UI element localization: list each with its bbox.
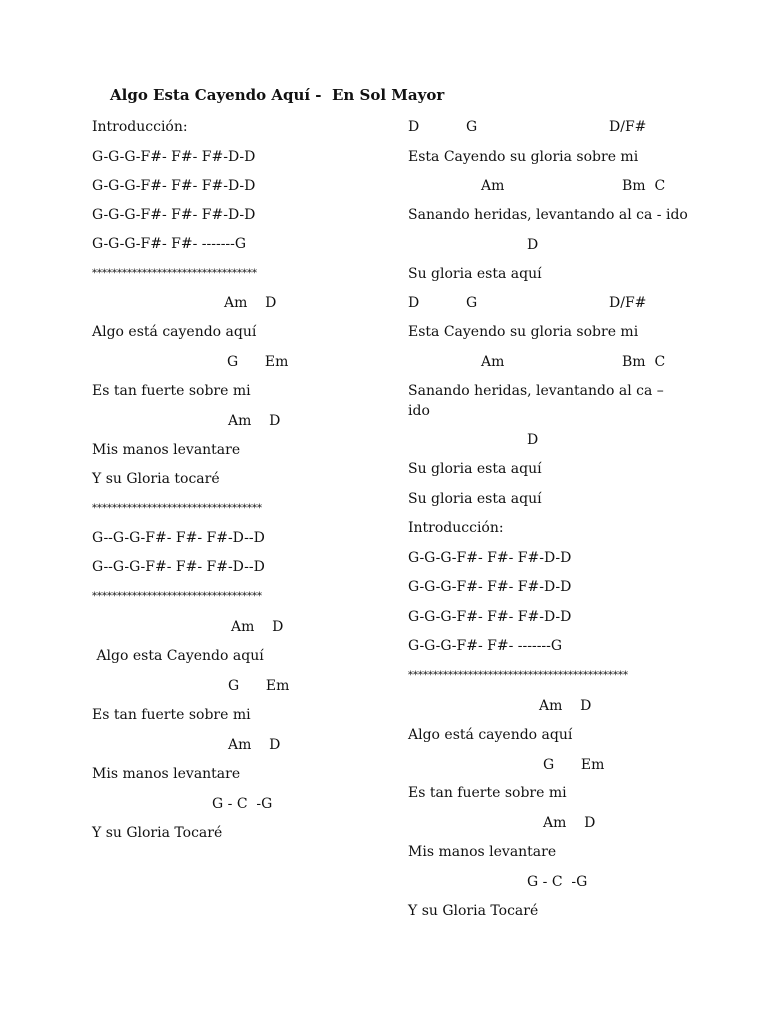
intro-line: G-G-G-F#- F#- F#-D-D (92, 178, 256, 194)
chord-line: Am D (543, 815, 596, 831)
intro-line: G-G-G-F#- F#- F#-D-D (408, 609, 572, 625)
chord: D (527, 432, 539, 448)
chord-line: G Em (228, 678, 290, 694)
chord-line: G - C -G (527, 874, 588, 890)
separator: ********************************** (92, 591, 262, 602)
chord-line: G Em (227, 354, 289, 370)
riff-line: G--G-G-F#- F#- F#-D--D (92, 530, 265, 546)
lyric-line: Es tan fuerte sobre mi (92, 707, 251, 723)
chord: G (466, 295, 478, 311)
lyric-line: Algo está cayendo aquí (408, 727, 573, 743)
riff-line: G--G-G-F#- F#- F#-D--D (92, 559, 265, 575)
chord: Bm C (622, 354, 666, 370)
lyric-line: Algo está cayendo aquí (92, 324, 257, 340)
lyric-line: Su gloria esta aquí (408, 461, 542, 477)
chord-line: G - C -G (212, 796, 273, 812)
song-title: Algo Esta Cayendo Aquí - En Sol Mayor (110, 86, 445, 104)
lyric-line: Sanando heridas, levantando al ca – (408, 383, 664, 399)
lyric-line: Y su Gloria Tocaré (92, 825, 223, 841)
chord: Am (481, 354, 505, 370)
intro-label: Introducción: (408, 520, 504, 536)
intro-line: G-G-G-F#- F#- F#-D-D (92, 207, 256, 223)
chord-line: Am D (228, 737, 281, 753)
chord: D (527, 237, 539, 253)
chord: D (408, 119, 420, 135)
chord-line: Am D (224, 295, 277, 311)
lyric-line: Su gloria esta aquí (408, 266, 542, 282)
chord: D/F# (609, 295, 647, 311)
separator: ********************************* (92, 268, 257, 279)
chord: D (408, 295, 420, 311)
chord: G (466, 119, 478, 135)
intro-line: G-G-G-F#- F#- -------G (408, 638, 563, 654)
lyric-line: Y su Gloria tocaré (92, 471, 220, 487)
chord: Am (481, 178, 505, 194)
chord: D/F# (609, 119, 647, 135)
chord: Bm C (622, 178, 666, 194)
lyric-line: Y su Gloria Tocaré (408, 903, 539, 919)
intro-line: G-G-G-F#- F#- F#-D-D (408, 550, 572, 566)
chord-line: G Em (543, 757, 605, 773)
lyric-line: Mis manos levantare (92, 442, 241, 458)
chord-line: Am D (231, 619, 284, 635)
chord-line: Am D (228, 413, 281, 429)
lyric-line: Su gloria esta aquí (408, 491, 542, 507)
lyric-line: Es tan fuerte sobre mi (92, 383, 251, 399)
separator: ******************************************** (408, 670, 628, 681)
lyric-line: Esta Cayendo su gloria sobre mi (408, 149, 639, 165)
intro-label: Introducción: (92, 119, 188, 135)
lyric-line: ido (408, 403, 430, 419)
lyric-line: Sanando heridas, levantando al ca - ido (408, 207, 688, 223)
separator: ********************************** (92, 503, 262, 514)
lyric-line: Mis manos levantare (408, 844, 557, 860)
lyric-line: Es tan fuerte sobre mi (408, 785, 567, 801)
chord-line: Am D (539, 698, 592, 714)
lyric-line: Esta Cayendo su gloria sobre mi (408, 324, 639, 340)
intro-line: G-G-G-F#- F#- F#-D-D (92, 149, 256, 165)
lyric-line: Mis manos levantare (92, 766, 241, 782)
intro-line: G-G-G-F#- F#- F#-D-D (408, 579, 572, 595)
intro-line: G-G-G-F#- F#- -------G (92, 236, 247, 252)
lyric-line: Algo esta Cayendo aquí (92, 648, 264, 664)
